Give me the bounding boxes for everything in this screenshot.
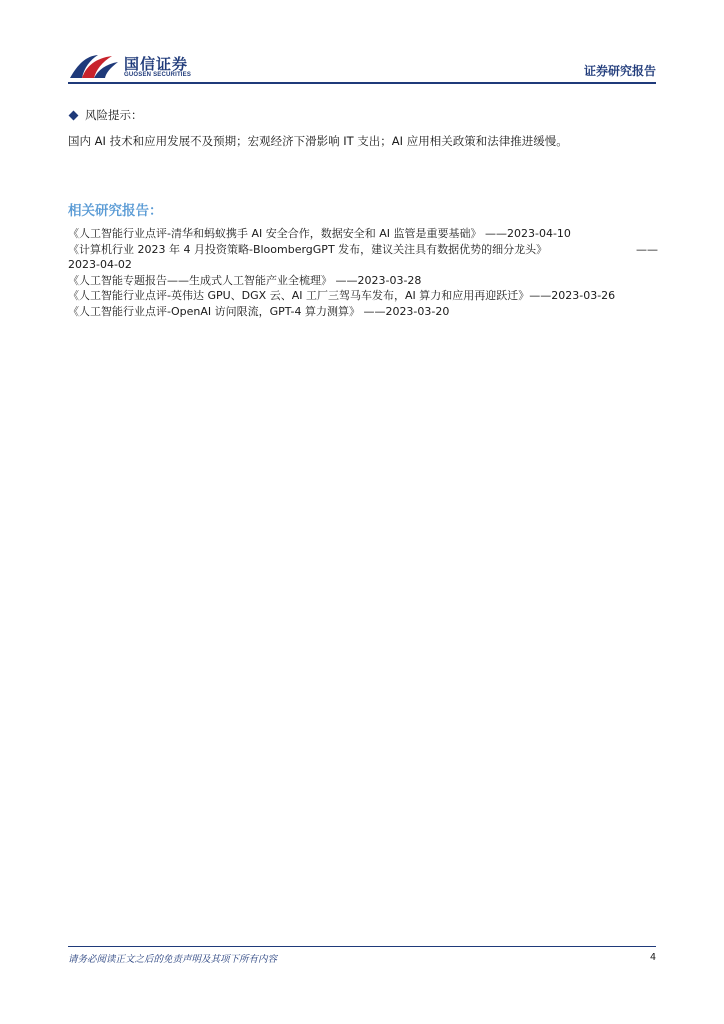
related-reports-heading: 相关研究报告： [68,203,163,219]
page-number: 4 [649,952,656,963]
report-line: 2023-04-02 [68,258,132,271]
report-line [68,242,658,258]
footer-divider [68,946,656,947]
page-header [68,50,656,86]
risk-warning-text: 国内 AI 技术和应用发展不及预期；宏观经济下滑影响 IT 支出；AI 应用相关政策和法律推进缓慢。 [68,134,568,148]
header-divider [68,82,656,84]
report-line: 《人工智能行业点评-清华和蚂蚁携手 AI 安全合作，数据安全和 AI 监管是重要基础》 ——2023-04-10 [68,227,571,240]
risk-section-heading [68,107,143,123]
report-line-title: 《计算机行业 2023 年 4 月投资策略-BloombergGPT 发布，建议关注具有数据优势的细分龙头》 [68,242,548,256]
logo-chinese-name: 国信证券 [124,55,189,73]
report-line: 《人工智能专题报告——生成式人工智能产业全梳理》 ——2023-03-28 [68,273,422,287]
report-type-title: 证券研究报告 [583,64,656,78]
report-line: 《人工智能行业点评-英伟达 GPU、DGX 云、AI 工厂三驾马车发布，AI 算力和应用再迎跃迁》——2023-03-26 [68,289,616,302]
related-reports-list [68,226,658,319]
guosen-logo-mark-icon [68,52,120,82]
risk-heading-label: 风险提示： [85,108,143,122]
footer-disclaimer: 请务必阅读正文之后的免责声明及其项下所有内容 [68,954,278,965]
report-line-dash: —— [636,242,658,256]
report-line: 《人工智能行业点评-OpenAI 访问限流，GPT-4 算力测算》 ——2023-03-20 [68,304,450,318]
diamond-bullet-icon [69,110,79,120]
guosen-logo [68,50,208,84]
logo-english-name: GUOSEN SECURITIES [124,72,192,78]
